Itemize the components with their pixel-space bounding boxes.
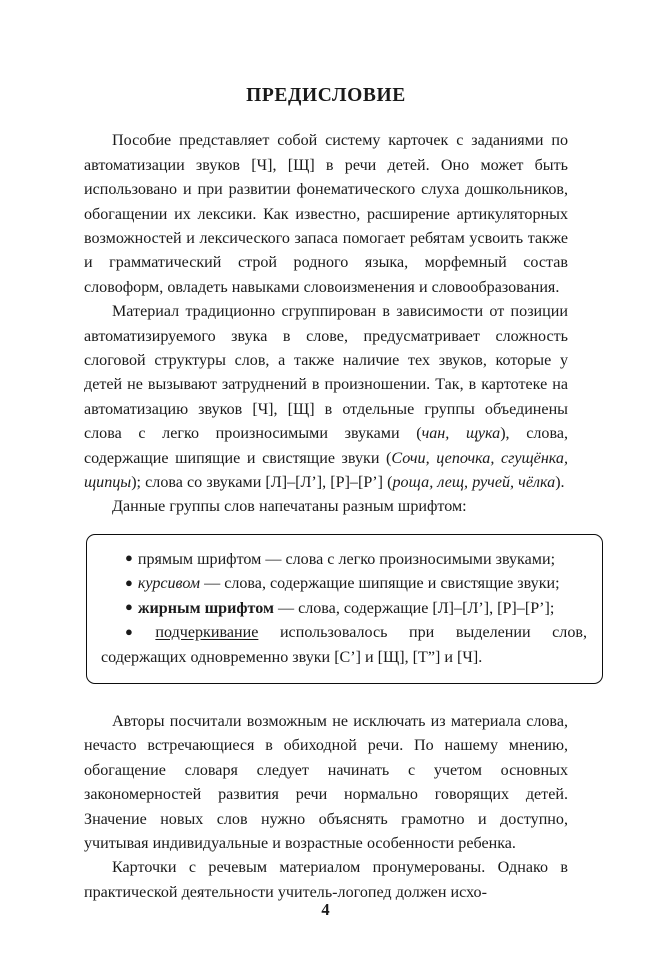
bullet-icon: ●: [125, 599, 133, 615]
bullet-icon: ●: [125, 574, 133, 590]
font-legend-box: [86, 534, 603, 684]
legend-item-underline-lead: подчеркивание: [155, 624, 259, 642]
bullet-icon: ●: [125, 623, 151, 639]
legend-item-regular-lead: прямым шрифтом: [137, 550, 262, 568]
paragraph-material: [84, 300, 568, 495]
page-title: ПРЕДИСЛОВИЕ: [246, 85, 406, 106]
paragraph-material-text-2: ), слова, содержащие шипящие и свистящие звуки (: [84, 425, 569, 467]
paragraph-cards: Карточки с речевым материалом пронумерованы. Однако в практической деятельности учитель-логопед должен исхо-: [84, 859, 568, 901]
legend-item-bold-lead: жирным шрифтом: [137, 599, 274, 617]
example-words-hissing: Сочи, цепочка, сгущёнка, щипцы: [84, 449, 569, 492]
page-content: [84, 84, 587, 905]
legend-item-italic-rest: — слова, содержащие шипящие и свистящие звуки;: [200, 575, 560, 593]
paragraph-material-text-4: ).: [555, 474, 565, 492]
legend-item-bold: [101, 597, 587, 621]
paragraph-material-text-1: Материал традиционно сгруппирован в зависимости от позиции автоматизируемого звука в слове, предусматривает сложность слоговой структуры слов, а также наличие тех звуков, которые у детей не вызывают затруднений в произношении. Так, в картотеке на автоматизацию звуков [Ч], [Щ] в отдельные группы объединены слова с легко произносимыми звуками (: [84, 303, 568, 443]
legend-item-regular: [101, 548, 587, 572]
paragraph-material-text-3: ); слова со звуками [Л]–[Л’], [Р]–[Р’] (: [131, 474, 393, 492]
legend-item-underline-rest: использовалось при выделении слов, содержащих одновременно звуки [С’] и [Щ], [Т”] и [Ч].: [101, 624, 587, 666]
legend-item-italic-lead: курсивом: [137, 575, 201, 593]
paragraph-authors: Авторы посчитали возможным не исключать из материала слова, нечасто встречающиеся в обиходной речи. По нашему мнению, обогащение словаря следует начинать с учетом основных закономерностей развития речи нормально говорящих детей. Значение новых слов нужно объяснять грамотно и доступно, учитывая индивидуальные и возрастные особенности ребенка.: [84, 712, 568, 852]
legend-item-bold-rest: — слова, содержащие [Л]–[Л’], [Р]–[Р’];: [273, 599, 555, 617]
box-bottom-spacer: [84, 684, 568, 710]
example-words-l-r: роща, лещ, ручей, чёлка: [392, 474, 556, 492]
legend-item-italic: [101, 572, 587, 596]
legend-item-underline: [101, 621, 587, 670]
legend-item-regular-rest: — слова с легко произносимыми звуками;: [261, 550, 556, 568]
paragraph-font-legend-lead: Данные группы слов напечатаны разным шрифтом:: [112, 498, 467, 516]
paragraph-intro: Пособие представляет собой систему карточек с заданиями по автоматизации звуков [Ч], [Щ] в речи детей. Оно может быть использовано и при развитии фонематического слуха дошкольников, обогащении их лексики. Как известно, расширение артикуляторных возможностей и лексического запаса помогает ребятам усвоить также и грамматический строй родного языка, морфемный состав словоформ, овладеть навыками словоизменения и словообразования.: [84, 132, 568, 296]
example-words-easy: чан, щука: [421, 425, 501, 443]
page-number: 4: [321, 900, 330, 919]
bullet-icon: ●: [125, 550, 133, 566]
